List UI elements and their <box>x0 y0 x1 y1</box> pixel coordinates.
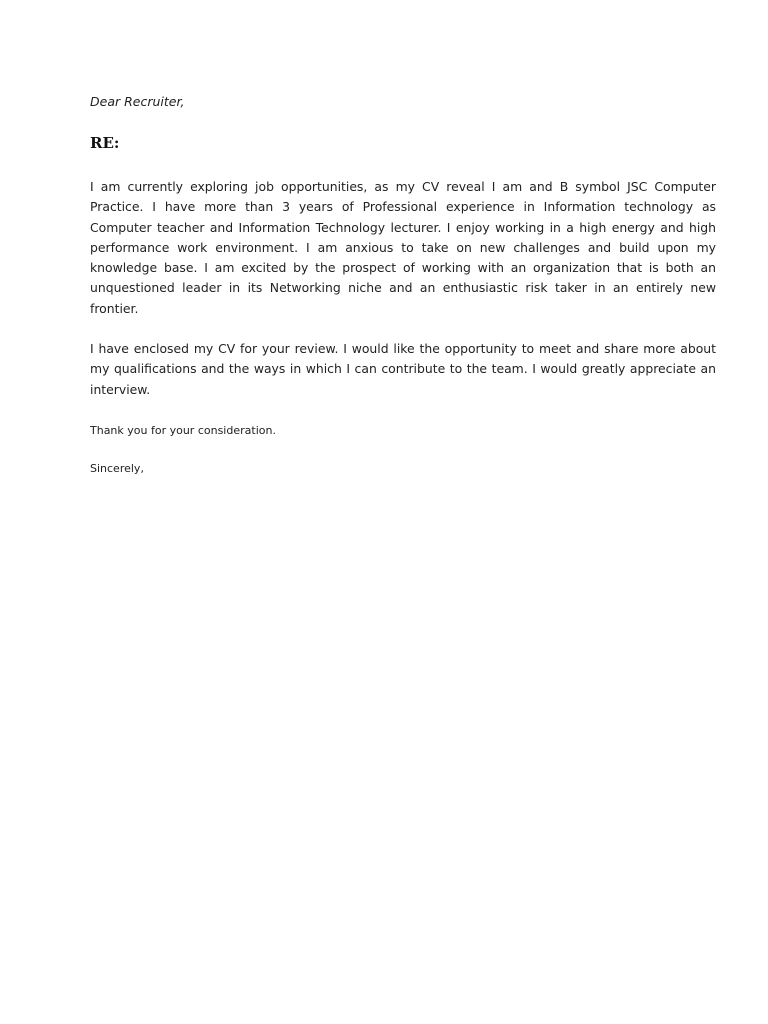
sign-off: Sincerely, <box>90 462 144 475</box>
salutation: Dear Recruiter, <box>90 94 185 109</box>
body-paragraph-1: I am currently exploring job opportunities, as my CV reveal I am and B symbol JSC Computer Practice. I have more than 3 years of Professional experience in Information technology as Computer teacher and Information Technology lecturer. I enjoy working in a high energy and high performance work environment. I am anxious to take on new challenges and build upon my knowledge base. I am excited by the prospect of working with an organization that is both an unquestioned leader in its Networking niche and an enthusiastic risk taker in an entirely new frontier. <box>90 179 716 316</box>
re-line: RE: <box>90 134 120 152</box>
body-paragraph-2: I have enclosed my CV for your review. I would like the opportunity to meet and share more about my qualifications and the ways in which I can contribute to the team. I would greatly appreciate an interview. <box>90 341 716 397</box>
thanks-line: Thank you for your consideration. <box>90 424 276 437</box>
